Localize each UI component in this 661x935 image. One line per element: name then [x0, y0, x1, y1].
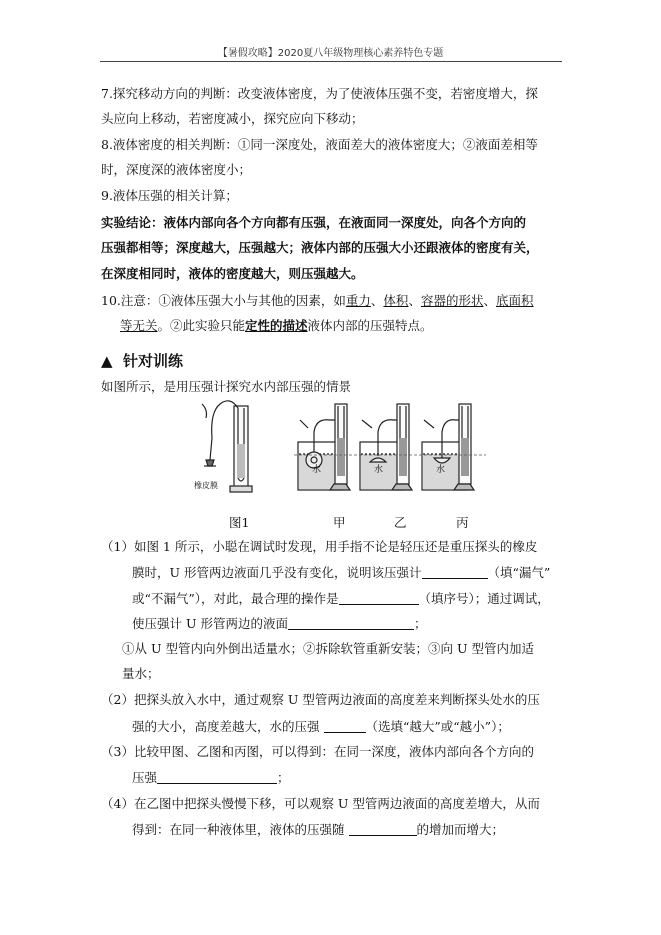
- beaker-bing: [422, 404, 474, 490]
- q2-hint: （选填“越大”或“越小”）；: [365, 719, 510, 734]
- q4-blank[interactable]: [349, 823, 417, 836]
- item-10-qualitative: 定性的描述: [245, 318, 308, 333]
- q1-options-line-2: 量水；: [122, 666, 160, 681]
- item-10-intro: 10.注意：①液体压强大小与其他的因素，如: [101, 293, 346, 308]
- q1-blank-level[interactable]: [288, 617, 414, 630]
- q1-hint: （填“漏气”: [487, 565, 551, 580]
- section-heading: [101, 350, 183, 371]
- pressure-gauge-figure: [190, 398, 500, 506]
- q1-line-1: （1）如图 1 所示，小聪在调试时发现，用手指不论是轻压还是重压探头的橡皮: [101, 539, 538, 554]
- item-10-line-2: [120, 320, 433, 333]
- conclusion-line-2: 压强都相等；深度越大，压强越大；液体内部的压强大小还跟液体的密度有关，: [101, 240, 539, 255]
- water-label-jia: 水: [312, 465, 322, 475]
- triangle-icon: ▲: [101, 352, 113, 370]
- item-10-separator: 、: [408, 293, 421, 308]
- q2-prompt: 强的大小，高度差越大，水的压强: [132, 719, 320, 734]
- intro-text: 如图所示，是用压强计探究水内部压强的情景: [101, 379, 352, 394]
- q1-line-4: [132, 617, 427, 631]
- q3-blank[interactable]: [157, 771, 277, 784]
- item-8-line-1: 8.液体密度的相关判断：①同一深度处，液面差大的液体密度大；②液面差相等: [101, 137, 538, 152]
- item-7-line-1: 7.探究移动方向的判断：改变液体密度，为了使液体压强不变，若密度增大，探: [101, 86, 538, 101]
- q3-line-2: [132, 771, 290, 785]
- q4-line-1: （4）在乙图中把探头慢慢下移，可以观察 U 型管两边液面的高度差增大，从而: [101, 796, 540, 811]
- item-10-irrelevant: 等无关: [120, 318, 158, 333]
- header-divider: [100, 61, 562, 62]
- caption-jia: 甲: [333, 515, 346, 530]
- q4-prompt: 得到：在同一种液体里，液体的压强随: [132, 822, 345, 837]
- item-10-separator: 、: [483, 293, 496, 308]
- item-8-line-2: 时，深度深的液体密度小；: [101, 162, 252, 177]
- item-10-note-2: 。②此实验只能: [157, 318, 246, 333]
- beaker-yi: [360, 404, 412, 490]
- q4-line-2: [132, 823, 504, 837]
- water-label-yi: 水: [374, 465, 384, 475]
- q1-blank-leak[interactable]: [422, 566, 488, 579]
- q3-line-1: （3）比较甲图、乙图和丙图，可以得到：在同一深度，液体内部向各个方向的: [101, 744, 534, 759]
- item-9: 9.液体压强的相关计算；: [101, 188, 238, 203]
- q1-line-3: [132, 592, 550, 606]
- q4-end: 的增加而增大；: [416, 822, 505, 837]
- section-title: 针对训练: [123, 352, 184, 370]
- q2-line-2: [132, 720, 510, 734]
- q2-line-1: （2）把探头放入水中，通过观察 U 型管两边液面的高度差来判断探头处水的压: [101, 692, 540, 707]
- caption-yi: 乙: [394, 515, 407, 530]
- caption-figure-1: 图1: [229, 515, 250, 530]
- item-10-factor-volume: 体积: [383, 293, 409, 308]
- membrane-label: 橡皮膜: [194, 481, 218, 490]
- conclusion-line-3: 在深度相同时，液体的密度越大，则压强越大。: [101, 266, 364, 281]
- caption-bing: 丙: [456, 515, 469, 530]
- item-7-line-2: 头应向上移动，若密度减小，探究应向下移动；: [101, 111, 364, 126]
- q3-prompt: 压强: [132, 770, 158, 785]
- item-10-note-end: 液体内部的压强特点。: [307, 318, 433, 333]
- q1-end: ；: [413, 616, 427, 631]
- item-10-line-1: [101, 295, 534, 308]
- conclusion-line-1: 实验结论：液体内部向各个方向都有压强，在液面同一深度处，向各个方向的: [101, 215, 527, 230]
- q1-hint: （填序号）；通过调试，: [418, 591, 550, 606]
- q1-blank-operation[interactable]: [339, 592, 419, 605]
- q1-options-line-1: ①从 U 型管内向外倒出适量水；②拆除软管重新安装；③向 U 型管内加适: [122, 641, 534, 656]
- figure-1-apparatus: [202, 401, 252, 492]
- item-10-factor-shape: 容器的形状: [420, 293, 484, 308]
- item-10-separator: 、: [370, 293, 384, 308]
- item-10-factor-weight: 重力: [345, 293, 371, 308]
- q1-line-2: [132, 566, 550, 580]
- water-label-bing: 水: [436, 465, 446, 475]
- page-header: 【暑假攻略】2020夏八年级物理核心素养特色专题: [217, 48, 444, 59]
- beaker-jia: [298, 404, 350, 490]
- q3-end: ；: [277, 770, 290, 785]
- q1-prompt: 或“不漏气”），对此，最合理的操作是: [132, 591, 339, 606]
- q1-prompt: 膜时，U 形管两边液面几乎没有变化，说明该压强计: [132, 565, 422, 580]
- item-10-factor-area: 底面积: [495, 293, 534, 308]
- q2-blank[interactable]: [324, 720, 366, 733]
- q1-prompt: 使压强计 U 形管两边的液面: [132, 616, 288, 631]
